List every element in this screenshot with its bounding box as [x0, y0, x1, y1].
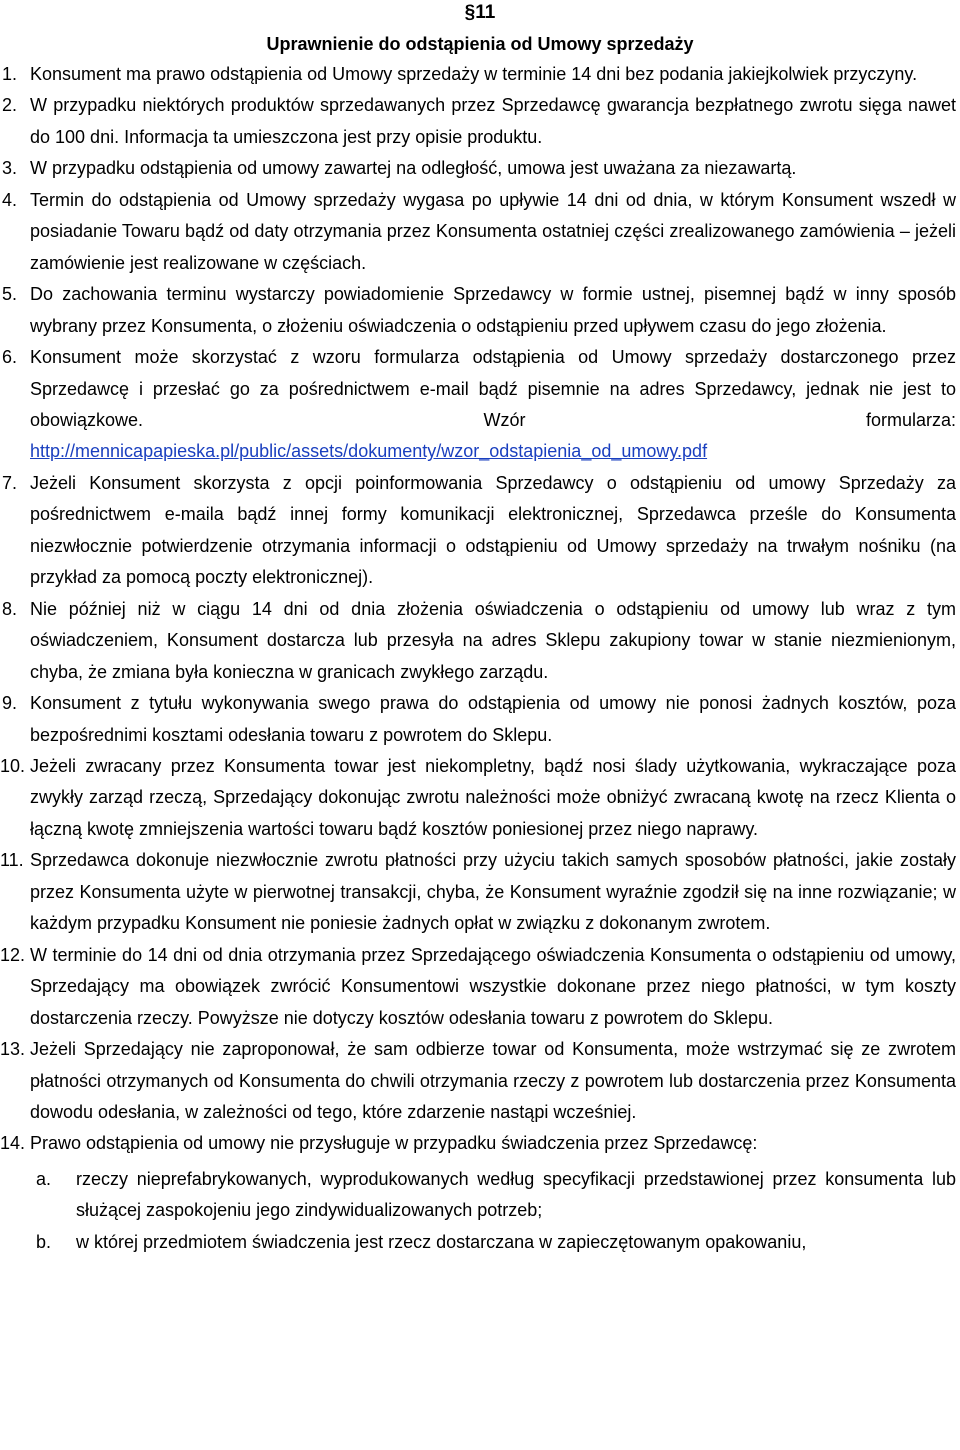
item-number: 10. [0, 755, 26, 776]
item-number: 4. [2, 189, 18, 210]
item-number: 5. [2, 284, 18, 305]
item-text: Konsument ma prawo odstąpienia od Umowy sprzedaży w terminie 14 dni bez podania jakiejkolwiek przyczyny. [30, 64, 918, 84]
form-template-link[interactable]: http://mennicapapieska.pl/public/assets/dokumenty/wzor_odstapienia_od_umowy.pdf [30, 441, 708, 462]
item-number: 1. [2, 64, 18, 84]
item-text: Sprzedawca dokonuje niezwłocznie zwrotu płatności przy użyciu takich samych sposobów płatności, jakie zostały przez Konsumenta użyte w pierwotnej transakcji, chyba, że Konsument wyraźnie zgodził się na inne rozwiązanie; w każdym przypadku Konsument nie poniesie żadnych opłat w związku z dokonanym zwrotem. [30, 850, 956, 934]
list-item [0, 1128, 960, 1159]
item-number: 11. [0, 850, 24, 871]
sub-list-item [0, 1227, 960, 1258]
item-text: Prawo odstąpienia od umowy nie przysługuje w przypadku świadczenia przez Sprzedawcę: [30, 1133, 758, 1154]
numbered-list [0, 59, 960, 1258]
item-text: Do zachowania terminu wystarczy powiadomienie Sprzedawcy w formie ustnej, pisemnej bądź w inny sposób wybrany przez Konsumenta, o złożeniu oświadczenia o odstąpieniu przed upływem czasu do jego złożenia. [30, 284, 956, 336]
sub-item-text: rzeczy nieprefabrykowanych, wyprodukowanych według specyfikacji przedstawionej przez konsumenta lub służącej zaspokojeniu jego zindywidualizowanych potrzeb; [76, 1168, 956, 1221]
list-item [0, 59, 960, 90]
item-number: 14. [0, 1133, 26, 1154]
item-text: Nie później niż w ciągu 14 dni od dnia złożenia oświadczenia o odstąpieniu od umowy lub wraz z tym oświadczeniem, Konsument dostarcza lub przesyła na adres Sklepu zakupiony towar w stanie niezmienionym, chyba, że zmiana była konieczna w granicach zwykłego zarządu. [30, 598, 956, 682]
item-number: 2. [2, 95, 18, 116]
list-item [0, 751, 960, 845]
item-text: W przypadku niektórych produktów sprzedawanych przez Sprzedawcę gwarancja bezpłatnego zwrotu sięga nawet do 100 dni. Informacja ta umieszczona jest przy opisie produktu. [30, 95, 956, 147]
list-item [0, 468, 960, 594]
item-number: 7. [2, 472, 18, 493]
section-title: Uprawnienie do odstąpienia od Umowy sprzedaży [266, 34, 694, 54]
list-item [0, 594, 960, 688]
item-number: 3. [2, 158, 18, 179]
item-number: 9. [2, 693, 18, 714]
list-item [0, 940, 960, 1034]
item-text: W przypadku odstąpienia od umowy zawartej na odległość, umowa jest uważana za niezawartą. [30, 158, 797, 179]
sub-list-item [0, 1164, 960, 1227]
section-number: §11 [464, 2, 496, 23]
list-item [0, 688, 960, 751]
list-item [0, 153, 960, 184]
sub-item-text: w której przedmiotem świadczenia jest rzecz dostarczana w zapieczętowanym opakowaniu, [76, 1231, 807, 1252]
item-number: 8. [2, 598, 18, 619]
item-number: 12. [0, 944, 26, 965]
item-text: Jeżeli Sprzedający nie zaproponował, że sam odbierze towar od Konsumenta, może wstrzymać się ze zwrotem płatności otrzymanych od Konsumenta do chwili otrzymania rzeczy z powrotem lub dostarczenia przez Konsumenta dowodu odesłania, w zależności od tego, które zdarzenie nastąpi wcześniej. [30, 1039, 956, 1122]
item-text: Jeżeli Konsument skorzysta z opcji poinformowania Sprzedawcy o odstąpieniu od umowy Sprzedaży za pośrednictwem e-maila bądź innej formy komunikacji elektronicznej, Sprzedawca prześle do Konsumenta niezwłocznie potwierdzenie otrzymania informacji o odstąpieniu od Umowy sprzedaży na trwałym nośniku (na przykład za pomocą poczty elektronicznej). [30, 472, 956, 588]
item-number: 13. [0, 1039, 26, 1060]
list-item [0, 342, 960, 468]
item-text: Konsument może skorzystać z wzoru formularza odstąpienia od Umowy sprzedaży dostarczonego przez Sprzedawcę i przesłać go za pośrednictwem e-mail bądź pisemnie na adres Sprzedawcy, jednak nie jest to obowiązkowe. Wzór formularza: [30, 347, 956, 430]
list-item [0, 1034, 960, 1128]
item-number: 6. [2, 347, 18, 368]
item-text: Konsument z tytułu wykonywania swego prawa do odstąpienia od umowy nie ponosi żadnych kosztów, poza bezpośrednimi kosztami odesłania towaru z powrotem do Sklepu. [30, 693, 956, 745]
item-text: Jeżeli zwracany przez Konsumenta towar jest niekompletny, bądź nosi ślady użytkowania, wykraczające poza zwykły zarząd rzeczą, Sprzedający dokonując zwrotu należności może obniżyć zwracaną kwotę na rzecz Klienta o łączną kwotę zmniejszenia wartości towaru bądź kosztów poniesionej przez niego naprawy. [30, 755, 956, 839]
list-item [0, 185, 960, 279]
item-text: Termin do odstąpienia od Umowy sprzedaży wygasa po upływie 14 dni od dnia, w którym Konsument wszedł w posiadanie Towaru bądź od daty otrzymania przez Konsumenta ostatniej części zrealizowanego zamówienia – jeżeli zamówienie jest realizowane w częściach. [30, 189, 956, 273]
list-item [0, 845, 960, 939]
list-item [0, 90, 960, 153]
sub-item-letter: a. [36, 1168, 52, 1189]
sub-item-letter: b. [36, 1231, 52, 1252]
item-text: W terminie do 14 dni od dnia otrzymania przez Sprzedającego oświadczenia Konsumenta o odstąpieniu od umowy, Sprzedający ma obowiązek zwrócić Konsumentowi wszystkie dokonane przez niego płatności, w tym koszty dostarczenia rzeczy. Powyższe nie dotyczy kosztów odesłania towaru z powrotem do Sklepu. [30, 944, 956, 1028]
list-item [0, 279, 960, 342]
